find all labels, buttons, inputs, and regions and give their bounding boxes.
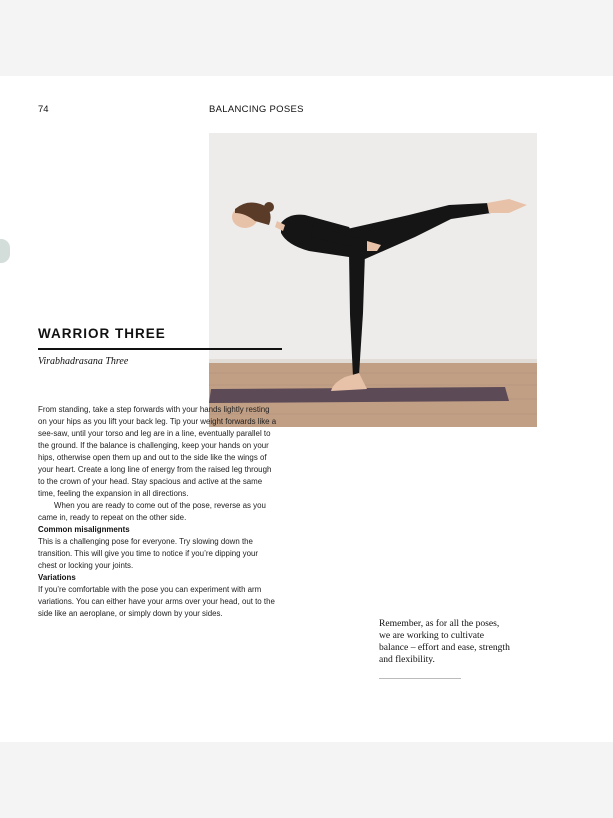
title-rule: [38, 348, 282, 350]
pull-quote-line: and flexibility.: [379, 654, 435, 665]
misalignments-heading: Common misalignments: [38, 525, 130, 534]
instructions-column: [38, 404, 278, 620]
misalignments-paragraph: This is a challenging pose for everyone. Try slowing down the transition. This will give you time to notice if you’re dipping your chest or locking your joints.: [38, 537, 259, 570]
book-page: [0, 76, 613, 742]
pose-title: WARRIOR THREE: [38, 326, 166, 341]
yoga-warrior-three-photo: [209, 133, 537, 427]
variations-paragraph: If you’re comfortable with the pose you can experiment with arm variations. You can either have your arms over your head, out to the side like an aeroplane, or simply down by your sides.: [38, 585, 275, 618]
page-number: 74: [38, 104, 49, 115]
pull-quote-line: balance – effort and ease, strength: [379, 642, 510, 653]
variations-heading: Variations: [38, 573, 76, 582]
pose-title-block: [38, 326, 282, 367]
pull-quote-rule: [379, 678, 461, 679]
running-header: BALANCING POSES: [209, 104, 304, 115]
sanskrit-name: Virabhadrasana Three: [38, 356, 129, 367]
pull-quote-line: we are working to cultivate: [379, 630, 484, 641]
pull-quote: [379, 618, 539, 666]
intro-paragraph: From standing, take a step forwards with your hands lightly resting on your hips as you lift your back leg. Tip your weight forwards like a see-saw, until your torso and leg are in a line, eventually parallel to the ground. If the balance is challenging, keep your hands on your hips, otherwise open them up and out to the side like the wings of your heart. Create a long line of energy from the raised leg through to the crown of your head. Stay spacious and active at the same time, feeling the expansion in all directions.: [38, 405, 277, 498]
hair-bun: [264, 202, 274, 212]
page-edge-tab: [0, 239, 10, 263]
pull-quote-line: Remember, as for all the poses,: [379, 618, 500, 629]
exit-paragraph: When you are ready to come out of the pose, reverse as you came in, ready to repeat on the other side.: [38, 501, 266, 522]
